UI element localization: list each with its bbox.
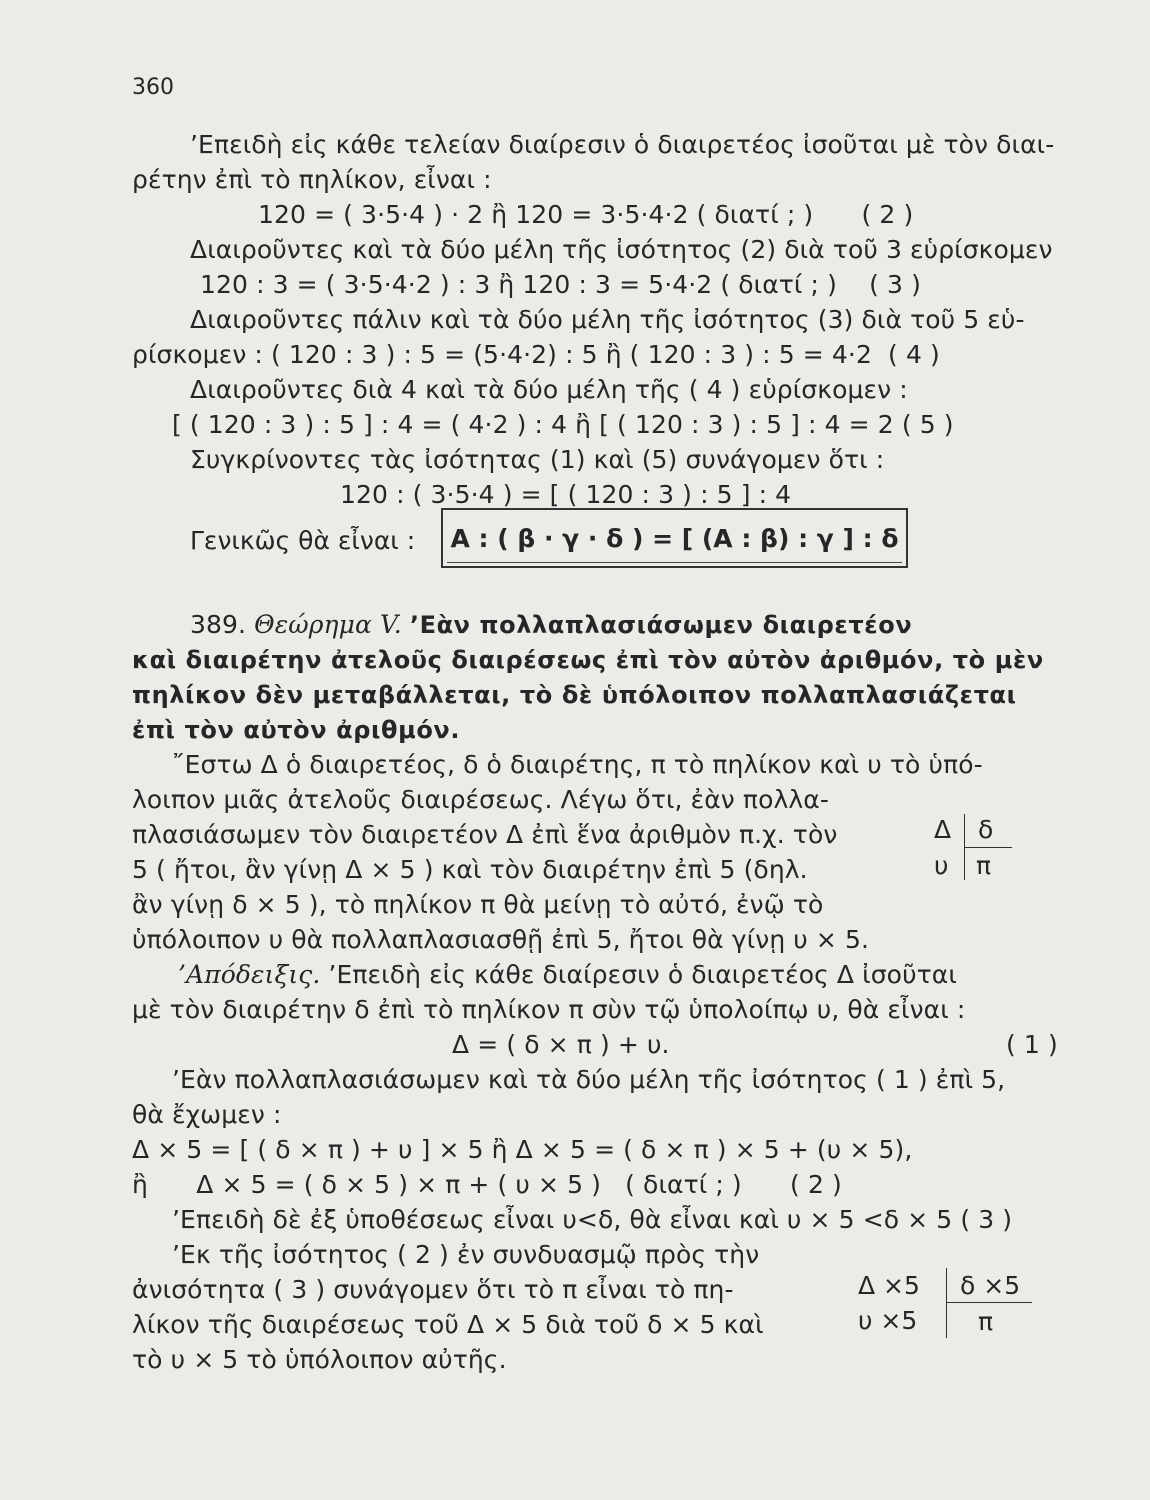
equation-line: ἢ Δ × 5 = ( δ × 5 ) × π + ( υ × 5 ) ( διατί ; ) ( 2 ) (132, 1170, 842, 1199)
scheme-horizontal-line (946, 1302, 1032, 1303)
text-line: Διαιροῦντες διὰ 4 καὶ τὰ δύο μέλη τῆς ( 4 ) εὑρίσκομεν : (190, 375, 908, 404)
theorem-heading (190, 608, 912, 642)
theorem-title: Θεώρημα V. (254, 610, 402, 639)
proof-text: ’Επειδὴ εἰς κάθε διαίρεσιν ὁ διαιρετέος Δ ἰσοῦται (320, 960, 957, 989)
equation-line: [ ( 120 : 3 ) : 5 ] : 4 = ( 4·2 ) : 4 ἢ [ ( 120 : 3 ) : 5 ] : 4 = 2 ( 5 ) (172, 410, 954, 439)
text-line: λοιπον μιᾶς ἀτελοῦς διαιρέσεως. Λέγω ὅτι, ἐὰν πολλα- (132, 785, 829, 814)
proof-line (178, 958, 957, 992)
scheme-quotient: π (976, 851, 992, 880)
theorem-text: ’Εὰν πολλαπλασιάσωμεν διαιρετέον (409, 611, 913, 639)
text-line: τὸ υ × 5 τὸ ὑπόλοιπον αὐτῆς. (132, 1345, 507, 1374)
text-line: πλασιάσωμεν τὸν διαιρετέον Δ ἐπὶ ἕνα ἀριθμὸν π.χ. τὸν (132, 820, 838, 849)
scheme-dividend: Δ ×5 (858, 1271, 920, 1300)
theorem-number: 389. (190, 610, 247, 639)
text-line: ’Επειδὴ δὲ ἐξ ὑποθέσεως εἶναι υ<δ, θὰ εἶναι καὶ υ × 5 <δ × 5 ( 3 ) (172, 1205, 1013, 1234)
text-line: 5 ( ἤτοι, ἂν γίνῃ Δ × 5 ) καὶ τὸν διαιρέτην ἐπὶ 5 (δηλ. (132, 855, 808, 884)
scheme-remainder: υ ×5 (858, 1306, 918, 1335)
general-label: Γενικῶς θὰ εἶναι : (190, 526, 416, 555)
equation-line: ρίσκομεν : ( 120 : 3 ) : 5 = (5·4·2) : 5 ἢ ( 120 : 3 ) : 5 = 4·2 ( 4 ) (132, 340, 940, 369)
scheme-divisor: δ (978, 815, 994, 844)
text-line: ρέτην ἐπὶ τὸ πηλίκον, εἶναι : (132, 165, 492, 194)
scheme-vertical-line (946, 1268, 947, 1338)
text-line: ῎Εστω Δ ὁ διαιρετέος, δ ὁ διαιρέτης, π τὸ πηλίκον καὶ υ τὸ ὑπό- (172, 750, 983, 779)
equation-line: 120 : 3 = ( 3·5·4·2 ) : 3 ἢ 120 : 3 = 5·4·2 ( διατί ; ) ( 3 ) (200, 270, 921, 299)
page-number: 360 (132, 75, 174, 100)
scheme-divisor: δ ×5 (960, 1271, 1021, 1300)
text-line: ὑπόλοιπον υ θὰ πολλαπλασιασθῇ ἐπὶ 5, ἤτοι θὰ γίνῃ υ × 5. (132, 925, 870, 954)
text-line: Διαιροῦντες πάλιν καὶ τὰ δύο μέλη τῆς ἰσότητος (3) διὰ τοῦ 5 εὑ- (190, 305, 1025, 334)
text-line: θὰ ἔχωμεν : (132, 1100, 282, 1129)
text-line: ἀνισότητα ( 3 ) συνάγομεν ὅτι τὸ π εἶναι τὸ πη- (132, 1275, 734, 1304)
scheme-horizontal-line (964, 847, 1012, 848)
equation-number: ( 1 ) (1006, 1030, 1058, 1059)
equation-line: Δ × 5 = [ ( δ × π ) + υ ] × 5 ἢ Δ × 5 = ( δ × π ) × 5 + (υ × 5), (132, 1135, 913, 1164)
equation-line: Δ = ( δ × π ) + υ. (452, 1030, 670, 1059)
text-line: ’Εκ τῆς ἰσότητος ( 2 ) ἐν συνδυασμῷ πρὸς τὴν (172, 1240, 760, 1269)
scheme-dividend: Δ (934, 815, 952, 844)
theorem-text: πηλίκον δὲν μεταβάλλεται, τὸ δὲ ὑπόλοιπον πολλαπλασιάζεται (132, 681, 1017, 709)
theorem-text: ἐπὶ τὸν αὐτὸν ἀριθμόν. (132, 716, 461, 744)
text-line: ’Επειδὴ εἰς κάθε τελείαν διαίρεσιν ὁ διαιρετέος ἰσοῦται μὲ τὸν διαι- (190, 130, 1055, 159)
text-line: Συγκρίνοντες τὰς ἰσότητας (1) καὶ (5) συνάγομεν ὅτι : (190, 445, 885, 474)
general-formula: Α : ( β · γ · δ ) = [ (Α : β) : γ ] : δ (450, 524, 899, 553)
theorem-text: καὶ διαιρέτην ἀτελοῦς διαιρέσεως ἐπὶ τὸν αὐτὸν ἀριθμόν, τὸ μὲν (132, 646, 1044, 674)
text-line: ’Εὰν πολλαπλασιάσωμεν καὶ τὰ δύο μέλη τῆς ἰσότητος ( 1 ) ἐπὶ 5, (172, 1065, 1006, 1094)
text-line: ἂν γίνῃ δ × 5 ), τὸ πηλίκον π θὰ μείνῃ τὸ αὐτό, ἐνῷ τὸ (132, 890, 824, 919)
text-line: μὲ τὸν διαιρέτην δ ἐπὶ τὸ πηλίκον π σὺν τῷ ὑπολοίπῳ υ, θὰ εἶναι : (132, 995, 966, 1024)
equation-line: 120 : ( 3·5·4 ) = [ ( 120 : 3 ) : 5 ] : 4 (340, 480, 792, 509)
text-line: Διαιροῦντες καὶ τὰ δύο μέλη τῆς ἰσότητος (2) διὰ τοῦ 3 εὑρίσκομεν (190, 235, 1053, 264)
text-line: λίκον τῆς διαιρέσεως τοῦ Δ × 5 διὰ τοῦ δ × 5 καὶ (132, 1310, 764, 1339)
scheme-quotient: π (978, 1307, 994, 1336)
equation-line: 120 = ( 3·5·4 ) · 2 ἢ 120 = 3·5·4·2 ( διατί ; ) ( 2 ) (258, 200, 914, 229)
scheme-remainder: υ (934, 851, 949, 880)
formula-box (441, 508, 908, 568)
proof-label: ’Απόδειξις. (178, 960, 321, 989)
